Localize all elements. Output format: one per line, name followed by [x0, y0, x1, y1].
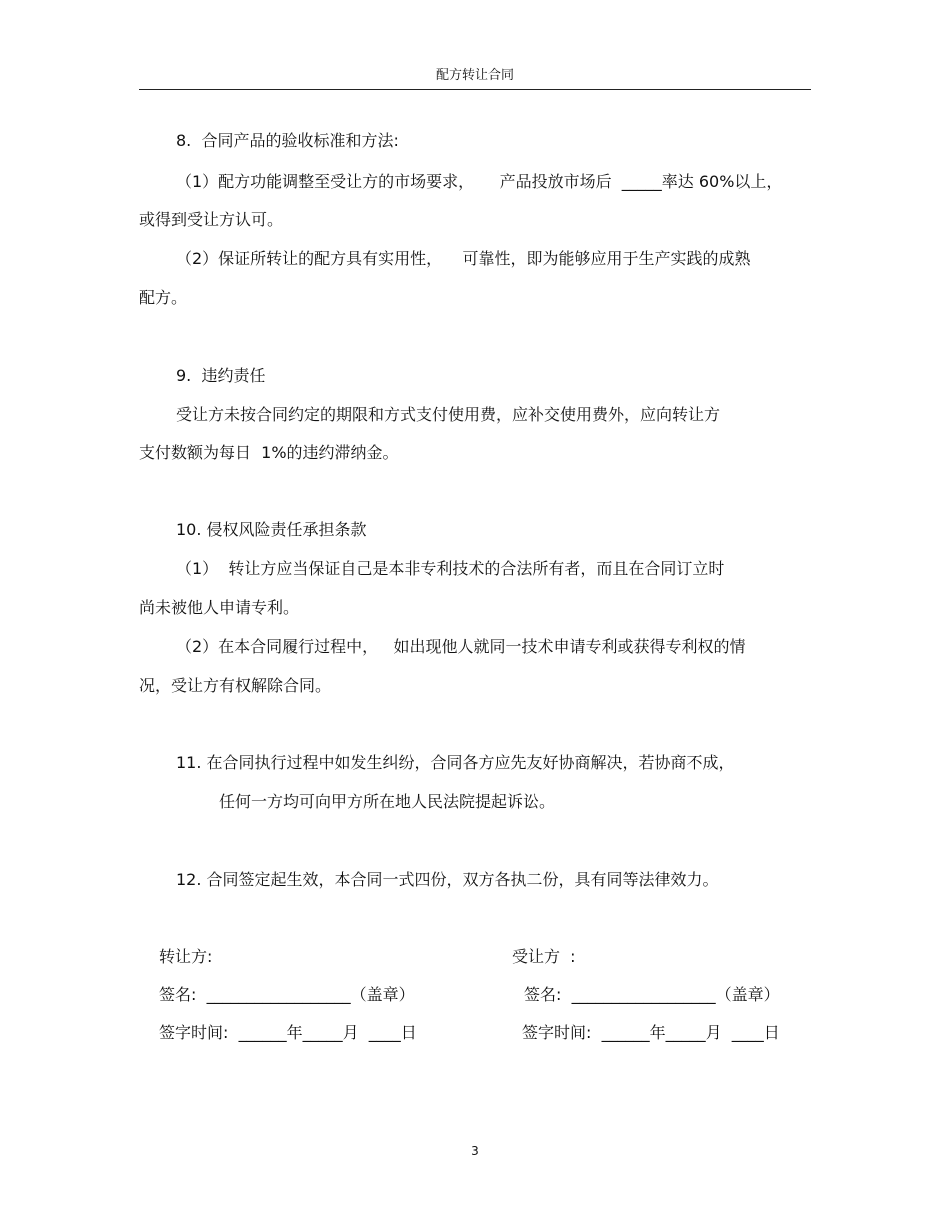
left-sign-date-line: 签字时间: ______年_____月 ____日 — [159, 1023, 417, 1042]
header-rule — [139, 89, 811, 90]
section-11-line2: 任何一方均可向甲方所在地人民法院提起诉讼。 — [219, 792, 556, 811]
right-signature-line: 签名: __________________（盖章） — [524, 985, 780, 1004]
section-12-line1: 12. 合同签定起生效，本合同一式四份，双方各执二份，具有同等法律效力。 — [176, 870, 719, 889]
section-8-item2-line1: （2）保证所转让的配方具有实用性， 可靠性，即为能够应用于生产实践的成熟 — [176, 249, 751, 268]
section-11-line1: 11. 在合同执行过程中如发生纠纷，合同各方应先友好协商解决，若协商不成， — [176, 753, 735, 772]
right-sign-date-line: 签字时间: ______年_____月 ____日 — [522, 1023, 780, 1042]
section-8-item1-line2: 或得到受让方认可。 — [139, 210, 284, 229]
section-8-item2-line2: 配方。 — [139, 288, 188, 307]
left-party-label: 转让方: — [159, 947, 213, 966]
section-8-item1-line1: （1）配方功能调整至受让方的市场要求， 产品投放市场后 _____率达 60%以上， — [176, 172, 783, 191]
section-8-heading: 8. 合同产品的验收标准和方法: — [176, 131, 399, 150]
section-9-line2: 支付数额为每日 1%的违约滞纳金。 — [139, 443, 399, 462]
section-10-item2-line2: 况，受让方有权解除合同。 — [139, 676, 332, 695]
right-party-label: 受让方 : — [512, 947, 576, 966]
left-signature-line: 签名: __________________（盖章） — [159, 985, 415, 1004]
section-10-item2-line1: （2）在本合同履行过程中， 如出现他人就同一技术申请专利或获得专利权的情 — [176, 637, 746, 656]
section-10-heading: 10. 侵权风险责任承担条款 — [176, 520, 367, 539]
section-9-heading: 9. 违约责任 — [176, 366, 266, 385]
page-number: 3 — [471, 1144, 479, 1158]
page-header-title: 配方转让合同 — [435, 68, 514, 83]
section-9-line1: 受让方未按合同约定的期限和方式支付使用费，应补交使用费外，应向转让方 — [176, 405, 721, 424]
section-10-item1-line2: 尚未被他人申请专利。 — [139, 598, 300, 617]
section-10-item1-line1: （1） 转让方应当保证自己是本非专利技术的合法所有者，而且在合同订立时 — [176, 559, 725, 578]
